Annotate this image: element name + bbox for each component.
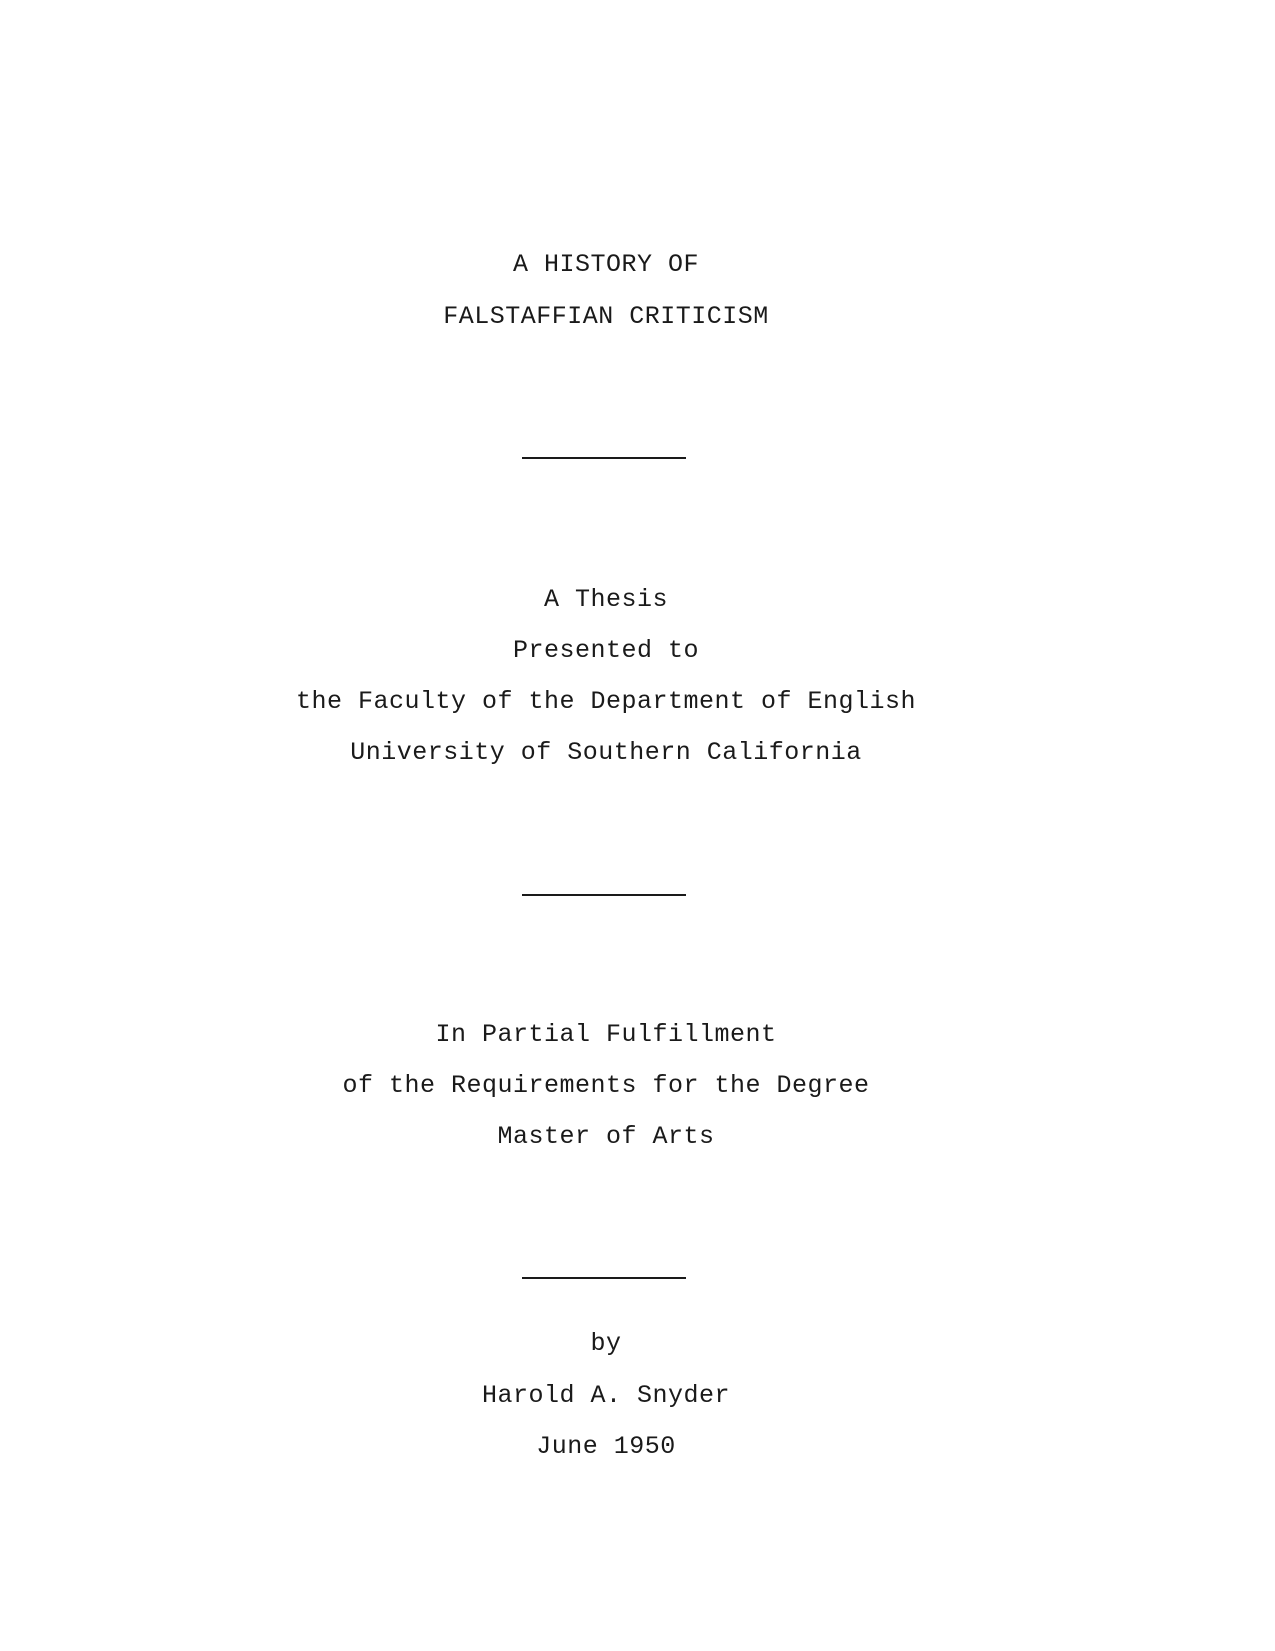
requirements-line: of the Requirements for the Degree bbox=[342, 1071, 870, 1100]
degree-line: Master of Arts bbox=[497, 1122, 715, 1151]
title-line-2: FALSTAFFIAN CRITICISM bbox=[443, 302, 769, 331]
department-line: the Faculty of the Department of English bbox=[295, 687, 917, 716]
divider-rule-1 bbox=[522, 457, 686, 459]
by-label: by bbox=[590, 1329, 622, 1358]
presented-to: Presented to bbox=[512, 636, 700, 665]
partial-fulfillment-line: In Partial Fulfillment bbox=[435, 1020, 777, 1049]
title-line-1: A HISTORY OF bbox=[512, 250, 700, 279]
thesis-label: A Thesis bbox=[543, 585, 669, 614]
divider-rule-3 bbox=[522, 1277, 686, 1279]
divider-rule-2 bbox=[522, 894, 686, 896]
thesis-date: June 1950 bbox=[536, 1432, 676, 1461]
author-name: Harold A. Snyder bbox=[481, 1381, 731, 1410]
university-line: University of Southern California bbox=[350, 738, 862, 767]
